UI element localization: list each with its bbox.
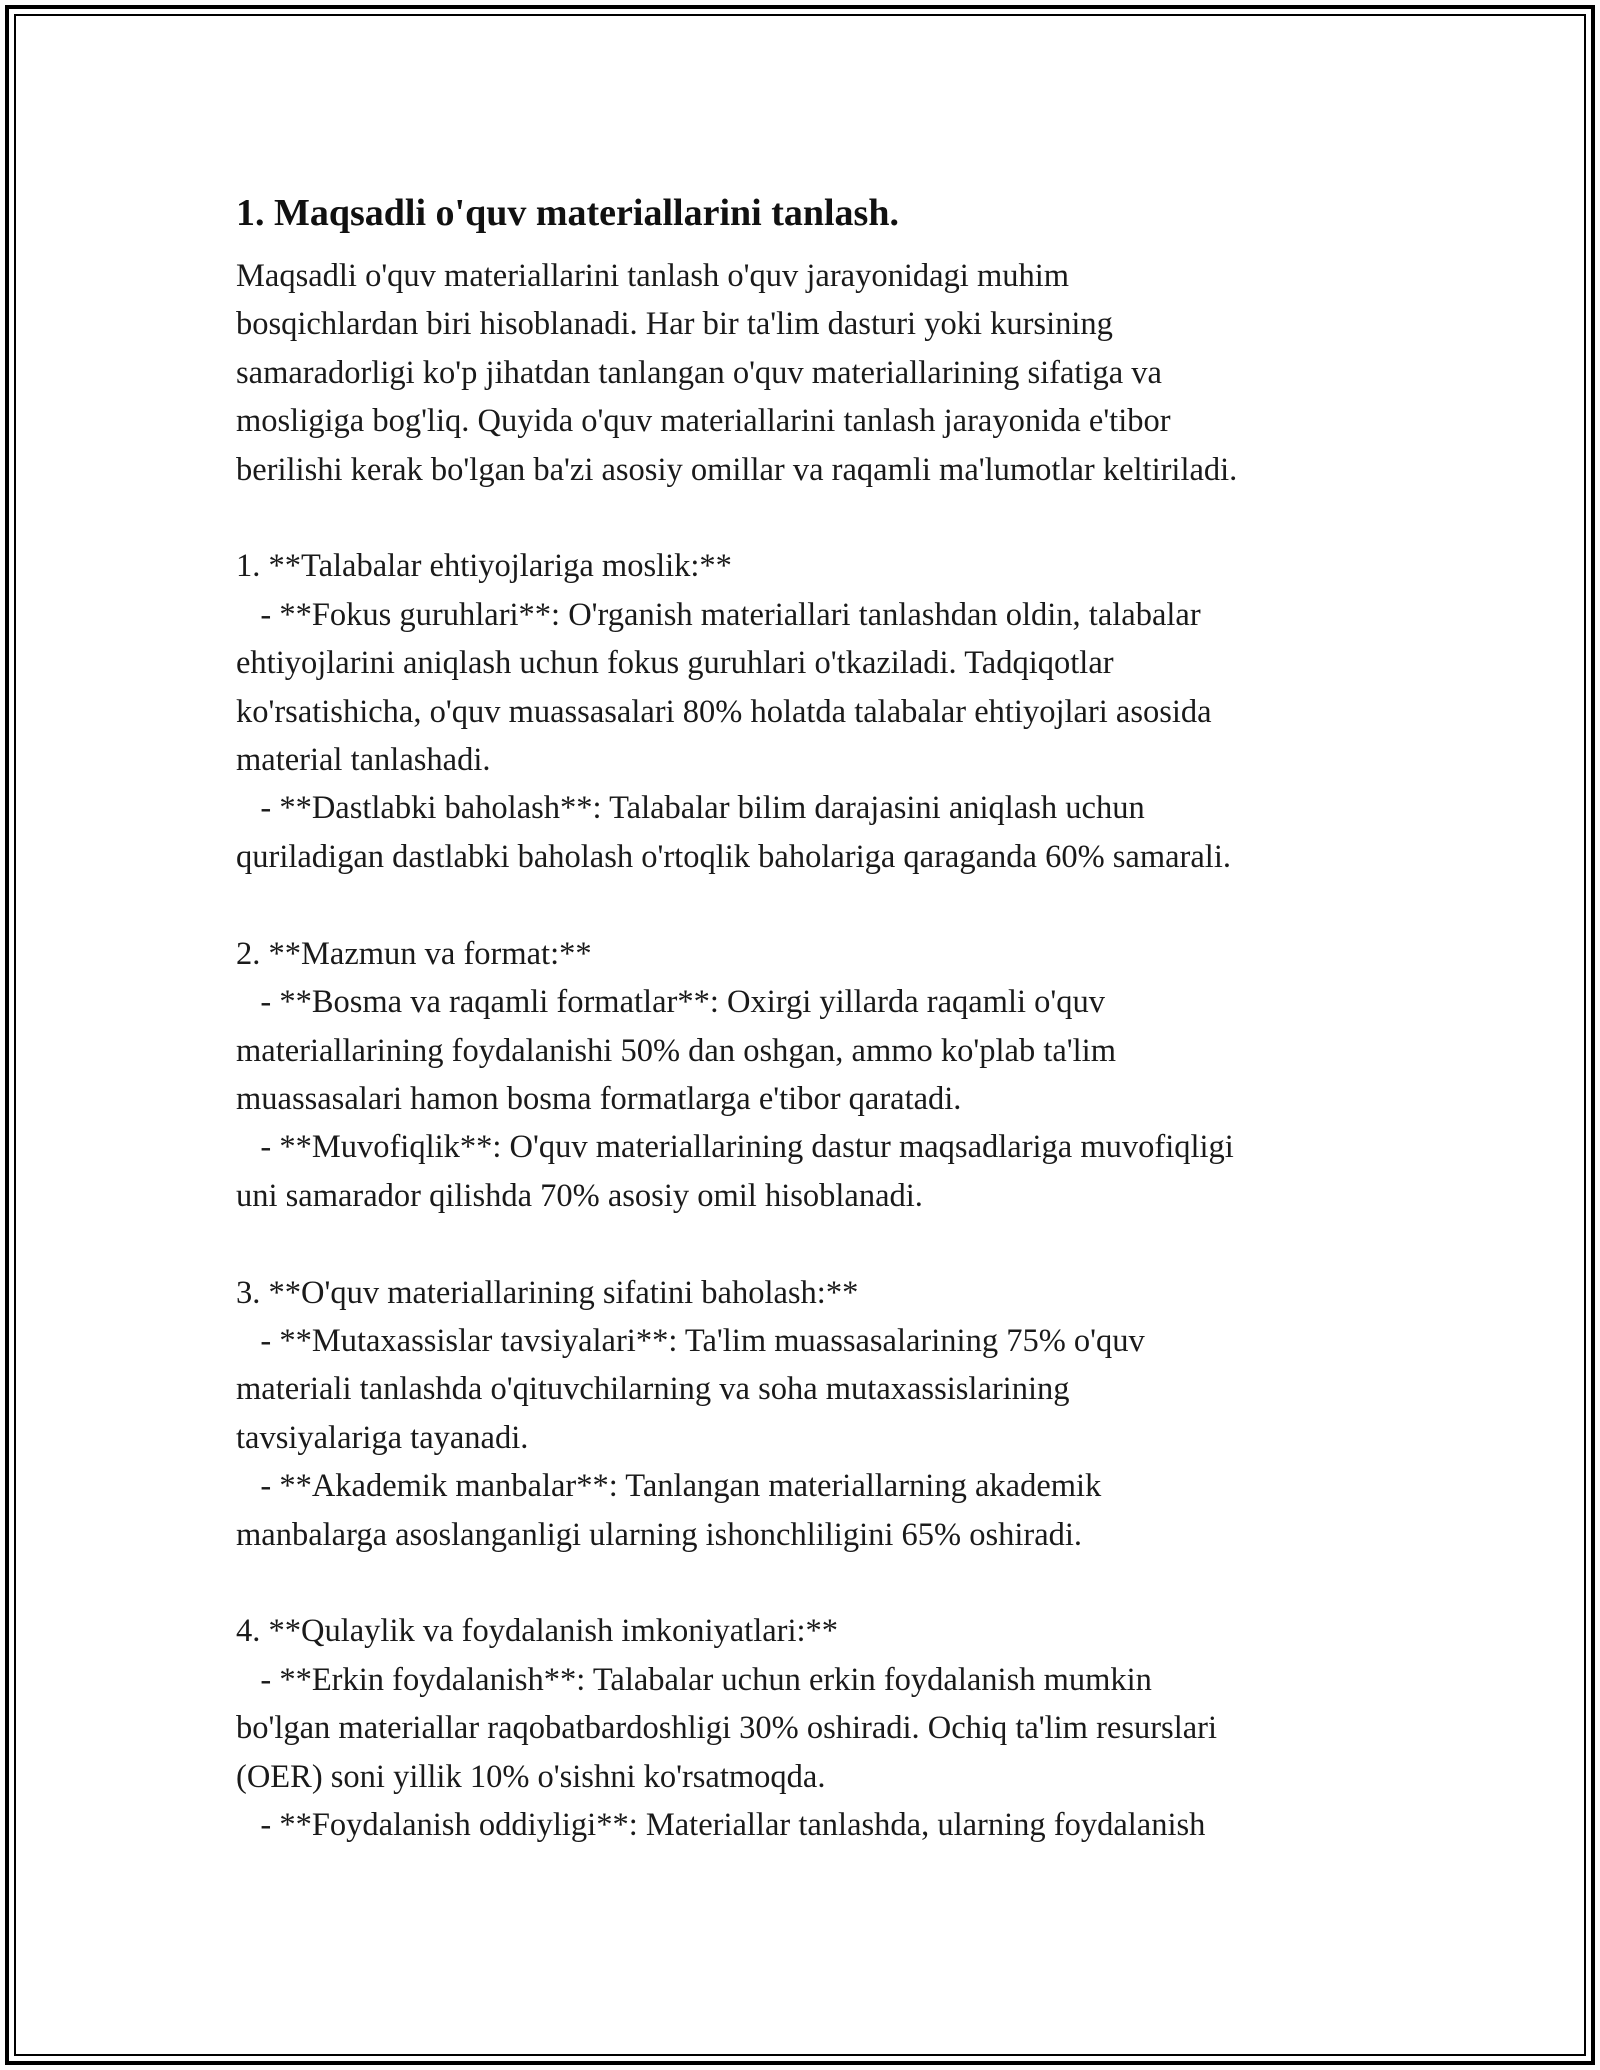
document-body: Maqsadli o'quv materiallarini tanlash o'quv jarayonidagi muhim bosqichlardan biri hisoblanadi. Har bir ta'lim dasturi yoki kursining samaradorligi ko'p jihatdan tanlangan o'quv materiallarining sifatiga va mosligiga bog'liq. Quyida o'quv materiallarini tanlash jarayonida e'tibor berilishi kerak bo'lgan ba'zi asosiy omillar va raqamli ma'lumotlar keltiriladi. 1. **Talabalar ehtiyojlariga moslik:** - **Fokus guruhlari**: O'rganish materiallari tanlashdan oldin, talabalar ehtiyojlarini aniqlash uchun fokus guruhlari o'tkaziladi. Tadqiqotlar ko'rsatishicha, o'quv muassasalari 80% holatda talabalar ehtiyojlari asosida material tanlashadi. - **Dastlabki baholash**: Talabalar bilim darajasini aniqlash uchun quriladigan dastlabki baholash o'rtoqlik baholariga qaraganda 60% samarali. 2. **Mazmun va format:** - **Bosma va raqamli formatlar**: Oxirgi yillarda raqamli o'quv materiallarining foydalanishi 50% dan oshgan, ammo ko'plab ta'lim muassasalari hamon bosma formatlarga e'tibor qaratadi. - **Muvofiqlik**: O'quv materiallarining dastur maqsadlariga muvofiqligi uni samarador qilishda 70% asosiy omil hisoblanadi. 3. **O'quv materiallarining sifatini baholash:** - **Mutaxassislar tavsiyalari**: Ta'lim muassasalarining 75% o'quv materiali tanlashda o'qituvchilarning va soha mutaxassislarining tavsiyalariga tayanadi. - **Akademik manbalar**: Tanlangan materiallarning akademik manbalarga asoslanganligi ularning ishonchliligini 65% oshiradi. 4. **Qulaylik va foydalanish imkoniyatlari:** - **Erkin foydalanish**: Talabalar uchun erkin foydalanish mumkin bo'lgan materiallar raqobatbardoshligi 30% oshiradi. Ochiq ta'lim resurslari (OER) soni yillik 10% o'sishni ko'rsatmoqda. - **Foydalanish oddiyligi**: Materiallar tanlashda, ularning foydalanish xyxy=(236,258,1238,1843)
document-content xyxy=(236,188,1396,1849)
document-title: 1. Maqsadli o'quv materiallarini tanlash. xyxy=(236,192,899,234)
